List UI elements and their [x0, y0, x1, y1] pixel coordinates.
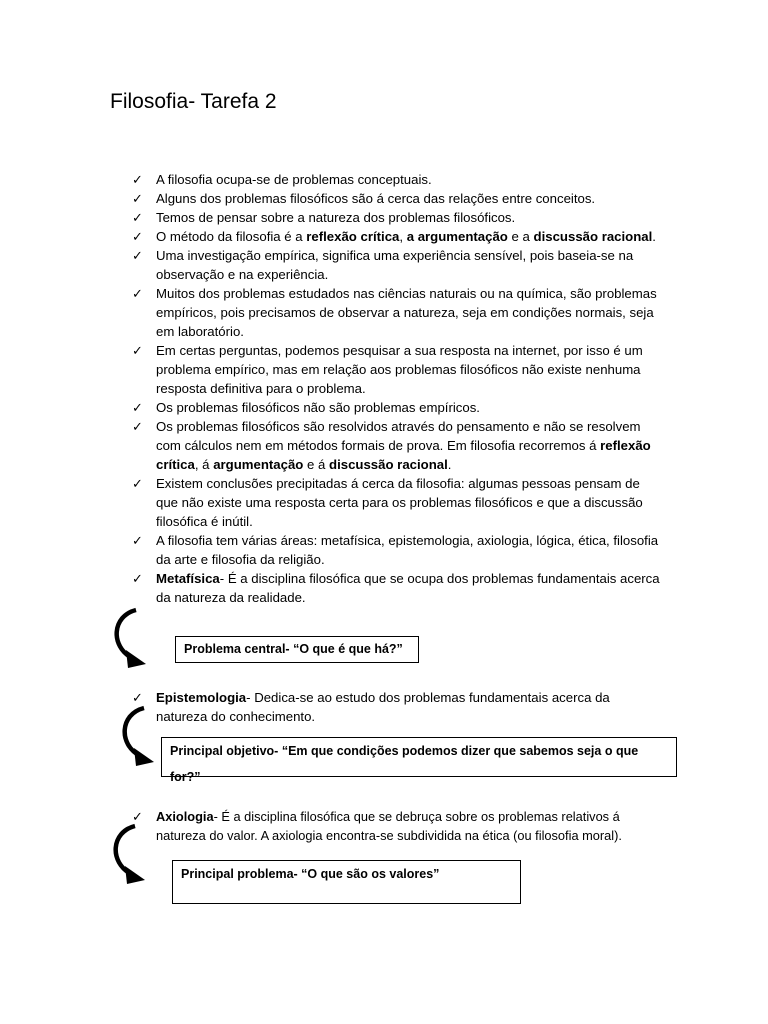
item-text: O método da filosofia é a	[156, 229, 307, 244]
check-icon: ✓	[132, 343, 143, 358]
section-axiologia	[132, 807, 662, 845]
term-axiologia: Axiologia	[156, 809, 214, 824]
check-icon: ✓	[132, 476, 143, 491]
check-icon: ✓	[132, 809, 143, 824]
list-item	[132, 208, 662, 227]
item-text: Em certas perguntas, podemos pesquisar a sua resposta na internet, por isso é um problema empírico, mas em relação aos problemas filosóficos não existe nenhuma resposta definitiva para o problema.	[156, 343, 643, 396]
bold-term: reflexão crítica	[156, 438, 651, 472]
item-text: Alguns dos problemas filosóficos são á cerca das relações entre conceitos.	[156, 191, 596, 206]
item-text: Os problemas filosóficos são resolvidos através do pensamento e não se resolvem com cálculos nem em métodos formais de prova. Em filosofia recorremos á	[156, 419, 641, 453]
item-text: A filosofia ocupa-se de problemas conceptuais.	[156, 172, 432, 187]
check-icon: ✓	[132, 400, 143, 415]
list-item	[132, 417, 662, 474]
check-icon: ✓	[132, 172, 143, 187]
list-item	[132, 531, 662, 569]
bold-term: discussão racional	[533, 229, 653, 244]
curved-arrow-icon	[114, 704, 164, 766]
check-icon: ✓	[132, 419, 143, 434]
item-text: , á	[194, 457, 214, 472]
list-item	[132, 569, 662, 607]
list-item	[132, 807, 662, 845]
list-item	[132, 189, 662, 208]
check-icon: ✓	[132, 229, 143, 244]
item-text: Muitos dos problemas estudados nas ciências naturais ou na química, são problemas empíricos, pois precisamos de observar a natureza, seja em condições normais, seja em laboratório.	[156, 286, 657, 339]
check-icon: ✓	[132, 191, 143, 206]
bold-term: Metafísica	[156, 571, 220, 586]
item-text: Uma investigação empírica, significa uma experiência sensível, pois baseia-se na observação e na experiência.	[156, 248, 634, 282]
bold-term: argumentação	[213, 457, 304, 472]
check-icon: ✓	[132, 210, 143, 225]
list-item	[132, 474, 662, 531]
document-title: Filosofia- Tarefa 2	[110, 90, 277, 113]
term-epistemologia: Epistemologia	[156, 690, 247, 705]
checklist	[132, 170, 662, 607]
bold-term: discussão racional	[329, 457, 448, 472]
item-text: - É a disciplina filosófica que se ocupa dos problemas fundamentais acerca da natureza da realidade.	[156, 571, 660, 605]
list-item	[132, 227, 662, 246]
item-text: Existem conclusões precipitadas á cerca da filosofia: algumas pessoas pensam de que não existe uma resposta certa para os problemas filosóficos e que a discussão filosófica é inútil.	[156, 476, 643, 529]
list-item	[132, 246, 662, 284]
list-item	[132, 284, 662, 341]
axiologia-text: - É a disciplina filosófica que se debruça sobre os problemas relativos á natureza do valor. A axiologia encontra-se subdividida na ética (ou filosofia moral).	[156, 809, 622, 843]
epistemologia-text: - Dedica-se ao estudo dos problemas fundamentais acerca da natureza do conhecimento.	[156, 690, 610, 724]
item-text: ,	[399, 229, 407, 244]
list-item	[132, 341, 662, 398]
list-item	[132, 398, 662, 417]
section-epistemologia	[132, 688, 662, 726]
list-item	[132, 170, 662, 189]
check-icon: ✓	[132, 248, 143, 263]
item-text: e á	[303, 457, 330, 472]
item-text: .	[652, 229, 656, 244]
bold-term: a argumentação	[406, 229, 508, 244]
item-text: .	[447, 457, 452, 472]
box-principal-problema: Principal problema- “O que são os valores”	[172, 860, 521, 904]
item-text: Temos de pensar sobre a natureza dos problemas filosóficos.	[156, 210, 516, 225]
box-principal-objetivo: Principal objetivo- “Em que condições podemos dizer que sabemos seja o que for?”	[161, 737, 677, 777]
curved-arrow-icon	[105, 822, 155, 884]
item-text: Os problemas filosóficos não são problemas empíricos.	[156, 400, 480, 415]
curved-arrow-icon	[106, 606, 156, 668]
item-text: A filosofia tem várias áreas: metafísica, epistemologia, axiologia, lógica, ética, filosofia da arte e filosofia da religião.	[156, 533, 659, 567]
list-item	[132, 688, 662, 726]
check-icon: ✓	[132, 533, 143, 548]
box-problema-central: Problema central- “O que é que há?”	[175, 636, 419, 663]
item-text: e a	[507, 229, 534, 244]
check-icon: ✓	[132, 286, 143, 301]
check-icon: ✓	[132, 571, 143, 586]
bold-term: reflexão crítica	[306, 229, 400, 244]
check-icon: ✓	[132, 690, 143, 705]
